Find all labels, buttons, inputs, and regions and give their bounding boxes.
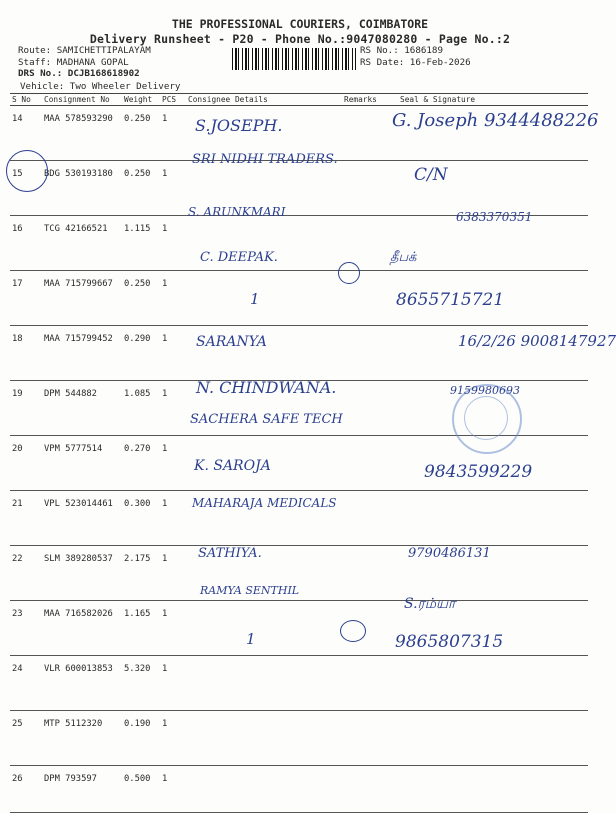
receiver-signature: 16/2/26 9008147927 <box>458 332 616 350</box>
consignee-handwriting: K. SAROJA <box>194 458 271 474</box>
consignee-handwriting: N. CHINDWANA. <box>196 378 337 397</box>
mark-circle <box>338 262 360 284</box>
weight-value: 0.500 <box>122 766 160 813</box>
pieces-count: 1 <box>160 436 186 491</box>
remarks-cell <box>342 546 398 601</box>
mark-circle <box>340 620 366 642</box>
consignment-number: TCG 42166521 <box>42 216 122 271</box>
rs-date: RS Date: 16-Feb-2026 <box>360 56 471 68</box>
pieces-count: 1 <box>160 326 186 381</box>
serial-number: 16 <box>10 216 42 271</box>
consignment-number: MAA 715799452 <box>42 326 122 381</box>
mark-circle <box>6 150 48 192</box>
receiver-signature: 9159980693 <box>450 384 520 397</box>
consignee-handwriting: S. ARUNKMARI <box>188 205 286 219</box>
pieces-count: 1 <box>160 106 186 161</box>
consignment-number: VPL 523014461 <box>42 491 122 546</box>
consignee-handwriting: SARANYA <box>196 334 267 350</box>
remarks-cell <box>342 656 398 711</box>
meta-right <box>360 45 471 68</box>
runsheet-table <box>10 93 588 813</box>
weight-value: 5.320 <box>122 656 160 711</box>
receiver-signature: 6383370351 <box>456 210 533 224</box>
pieces-count: 1 <box>160 546 186 601</box>
weight-value: 2.175 <box>122 546 160 601</box>
consignee-handwriting: S.JOSEPH. <box>195 116 283 135</box>
pieces-count: 1 <box>160 601 186 656</box>
remarks-cell <box>342 161 398 216</box>
consignee-handwriting: C. DEEPAK. <box>200 250 278 265</box>
weight-value: 0.190 <box>122 711 160 766</box>
table-row <box>10 161 588 216</box>
weight-value: 1.085 <box>122 381 160 436</box>
consignee-cell <box>186 656 342 711</box>
consignment-number: MTP 5112320 <box>42 711 122 766</box>
weight-value: 0.300 <box>122 491 160 546</box>
weight-value: 1.165 <box>122 601 160 656</box>
weight-value: 0.270 <box>122 436 160 491</box>
pieces-count: 1 <box>160 216 186 271</box>
consignment-number: DPM 544882 <box>42 381 122 436</box>
remarks-cell <box>342 491 398 546</box>
signature-cell <box>398 656 588 711</box>
consignee-handwriting: 1 <box>250 290 260 308</box>
serial-number: 24 <box>10 656 42 711</box>
serial-number: 14 <box>10 106 42 161</box>
consignment-number: SLM 389280537 <box>42 546 122 601</box>
consignee-handwriting: RAMYA SENTHIL <box>200 584 300 597</box>
col-weight: Weight <box>122 94 160 106</box>
col-sno: S No <box>10 94 42 106</box>
serial-number: 22 <box>10 546 42 601</box>
consignee-handwriting: MAHARAJA MEDICALS <box>192 496 337 510</box>
consignee-handwriting: SATHIYA. <box>198 546 262 561</box>
remarks-cell <box>342 711 398 766</box>
consignment-number: MAA 578593290 <box>42 106 122 161</box>
col-consignment: Consignment No <box>42 94 122 106</box>
receiver-signature: G. Joseph 9344488226 <box>392 110 599 131</box>
receiver-signature: S.ரம்யா <box>404 596 456 612</box>
staff-label: Staff: MADHANA GOPAL <box>18 56 129 68</box>
receiver-signature: 9790486131 <box>408 546 491 561</box>
serial-number: 20 <box>10 436 42 491</box>
barcode <box>232 48 356 70</box>
serial-number: 17 <box>10 271 42 326</box>
remarks-cell <box>342 106 398 161</box>
table-header-row <box>10 94 588 106</box>
consignment-number: VLR 600013853 <box>42 656 122 711</box>
consignee-cell <box>186 601 342 656</box>
table-row <box>10 766 588 813</box>
consignee-handwriting: SACHERA SAFE TECH <box>190 412 343 427</box>
document-subtitle: Delivery Runsheet - P20 - Phone No.:9047080280 - Page No.:2 <box>89 32 511 46</box>
signature-cell <box>398 711 588 766</box>
receiver-signature: 8655715721 <box>396 290 505 310</box>
consignee-cell <box>186 271 342 326</box>
receiver-signature: தீபக் <box>390 250 417 265</box>
serial-number: 23 <box>10 601 42 656</box>
weight-value: 0.250 <box>122 106 160 161</box>
col-remarks: Remarks <box>342 94 398 106</box>
table-row <box>10 656 588 711</box>
serial-number: 25 <box>10 711 42 766</box>
receiver-signature: 9865807315 <box>395 632 504 652</box>
consignment-number: MAA 715799667 <box>42 271 122 326</box>
table-row <box>10 711 588 766</box>
pieces-count: 1 <box>160 711 186 766</box>
serial-number: 18 <box>10 326 42 381</box>
consignment-number: BDG 530193180 <box>42 161 122 216</box>
route-label: Route: SAMICHETTIPALAYAM <box>18 45 151 56</box>
col-pcs: PCS <box>160 94 186 106</box>
rs-number: RS No.: 1686189 <box>360 45 443 56</box>
consignee-cell <box>186 711 342 766</box>
signature-cell <box>398 766 588 813</box>
drs-label: DRS No.: DCJB168618902 <box>18 68 140 79</box>
consignee-handwriting: 1 <box>246 630 256 648</box>
document-title: THE PROFESSIONAL COURIERS, COIMBATORE <box>171 17 429 31</box>
pieces-count: 1 <box>160 491 186 546</box>
consignment-number: DPM 793597 <box>42 766 122 813</box>
receiver-signature: C/N <box>414 165 448 185</box>
serial-number: 21 <box>10 491 42 546</box>
serial-number: 15 <box>10 161 42 216</box>
remarks-cell <box>342 326 398 381</box>
weight-value: 0.250 <box>122 161 160 216</box>
pieces-count: 1 <box>160 271 186 326</box>
remarks-cell <box>342 436 398 491</box>
pieces-count: 1 <box>160 656 186 711</box>
weight-value: 0.290 <box>122 326 160 381</box>
weight-value: 0.250 <box>122 271 160 326</box>
col-consignee: Consignee Details <box>186 94 342 106</box>
remarks-cell <box>342 381 398 436</box>
col-signature: Seal & Signature <box>398 94 588 106</box>
pieces-count: 1 <box>160 381 186 436</box>
pieces-count: 1 <box>160 766 186 813</box>
consignment-number: VPM 5777514 <box>42 436 122 491</box>
consignment-number: MAA 716582026 <box>42 601 122 656</box>
pieces-count: 1 <box>160 161 186 216</box>
consignee-cell <box>186 766 342 813</box>
receiver-signature: 9843599229 <box>424 462 533 482</box>
serial-number: 19 <box>10 381 42 436</box>
remarks-cell <box>342 766 398 813</box>
meta-left <box>18 45 151 80</box>
vehicle-label: Vehicle: Two Wheeler Delivery <box>20 81 181 92</box>
signature-cell <box>398 491 588 546</box>
weight-value: 1.115 <box>122 216 160 271</box>
consignee-handwriting: SRI NIDHI TRADERS. <box>192 152 338 167</box>
serial-number: 26 <box>10 766 42 813</box>
